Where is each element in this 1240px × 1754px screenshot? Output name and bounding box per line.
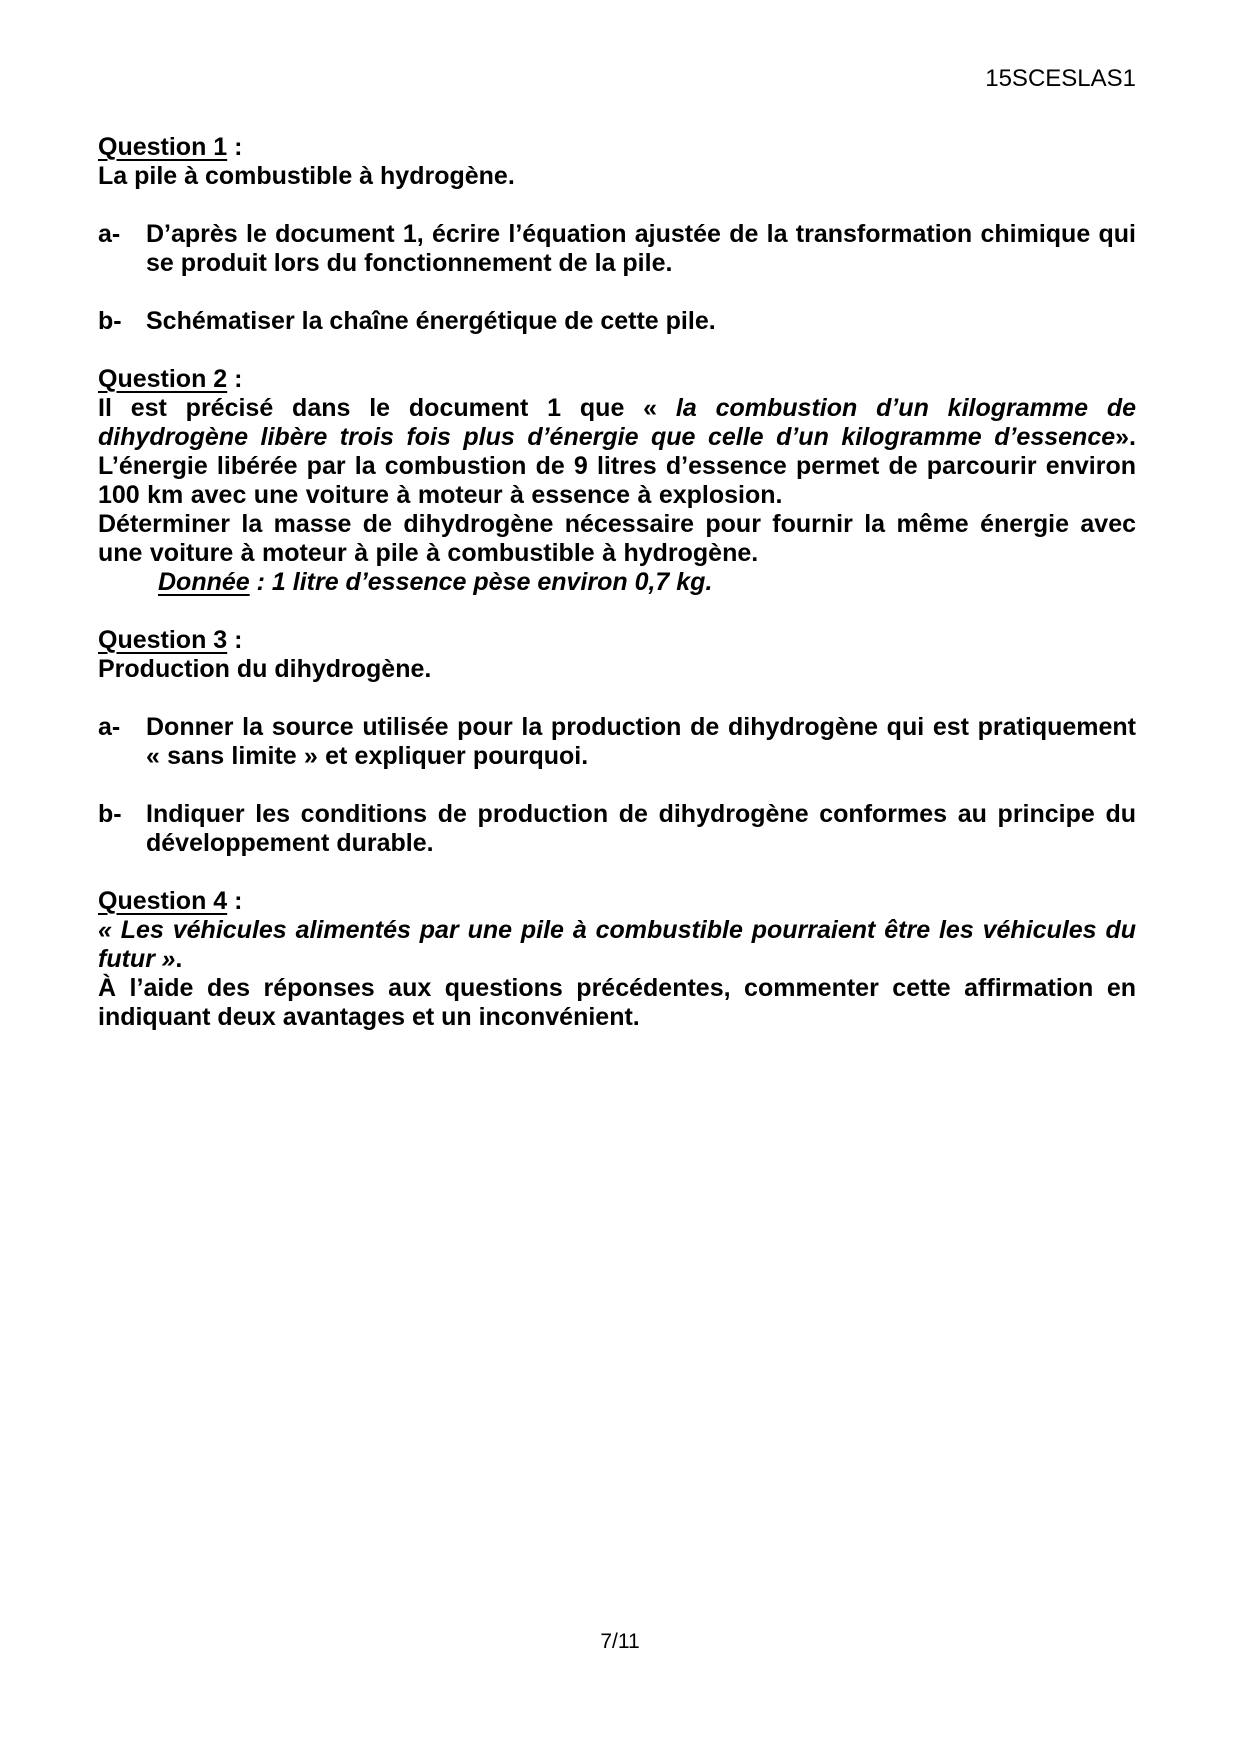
question-3-subtitle: Production du dihydrogène. xyxy=(98,655,432,683)
question-3-colon: : xyxy=(227,626,243,654)
question-2-colon: : xyxy=(227,365,243,393)
question-1-colon: : xyxy=(227,133,243,161)
page-number: 7/11 xyxy=(600,1630,640,1653)
question-2-paragraph-2: Déterminer la masse de dihydrogène nécessaire pour fournir la même énergie avec une voiture à moteur à pile à combustible à hydrogène. xyxy=(98,510,1136,567)
question-4-colon: : xyxy=(227,887,243,915)
item-a-text: Donner la source utilisée pour la production de dihydrogène qui est pratiquement « sans limite » et expliquer pourquoi. xyxy=(146,713,1136,770)
exam-code: 15SCESLAS1 xyxy=(985,65,1136,92)
question-1-title: Question 1 xyxy=(98,133,228,161)
item-a-text: D’après le document 1, écrire l’équation ajustée de la transformation chimique qui se produit lors du fonctionnement de la pile. xyxy=(146,220,1136,277)
question-4-paragraph: À l’aide des réponses aux questions précédentes, commenter cette affirmation en indiquant deux avantages et un inconvénient. xyxy=(98,974,1136,1031)
question-2-title: Question 2 xyxy=(98,365,228,393)
donnee-value: : 1 litre d’essence pèse environ 0,7 kg. xyxy=(249,568,713,596)
question-3-item-b xyxy=(98,800,1136,858)
document-body xyxy=(98,133,1136,1032)
q2-lead-text: Il est précisé dans le document 1 que « xyxy=(98,394,676,422)
q2-quote-close: ». xyxy=(1115,423,1136,451)
question-3-heading xyxy=(98,626,1136,655)
question-1-item-a xyxy=(98,220,1136,278)
q2-rest-text: L’énergie libérée par la combustion de 9 litres d’essence permet de parcourir environ 100 km avec une voiture à moteur à essence à explosion. xyxy=(98,452,1136,509)
item-b-text: Indiquer les conditions de production de dihydrogène conformes au principe du développement durable. xyxy=(146,800,1136,857)
question-3-title: Question 3 xyxy=(98,626,228,654)
donnee-label: Donnée xyxy=(158,568,250,596)
question-4-quote xyxy=(98,916,1136,974)
q4-quote-period: . xyxy=(175,945,183,973)
question-4-title: Question 4 xyxy=(98,887,228,915)
question-2-heading xyxy=(98,365,1136,394)
question-4-heading xyxy=(98,887,1136,916)
item-b-label: b- xyxy=(98,307,122,335)
item-b-label: b- xyxy=(98,800,122,828)
item-a-label: a- xyxy=(98,220,121,248)
question-2-data-line xyxy=(158,568,1136,597)
q2-quoted-text: la combustion d’un kilogramme de dihydrogène libère trois fois plus d’énergie que celle d’un kilogramme d’essence xyxy=(98,394,1137,451)
question-1-item-b xyxy=(98,307,1136,336)
item-b-text: Schématiser la chaîne énergétique de cette pile. xyxy=(146,307,716,335)
item-a-label: a- xyxy=(98,713,121,741)
q4-quote-text: « Les véhicules alimentés par une pile à combustible pourraient être les véhicules du futur » xyxy=(98,916,1136,973)
question-1-subtitle: La pile à combustible à hydrogène. xyxy=(98,162,515,190)
question-2-paragraph-1 xyxy=(98,394,1136,510)
question-1-heading xyxy=(98,133,1136,162)
question-3-item-a xyxy=(98,713,1136,771)
